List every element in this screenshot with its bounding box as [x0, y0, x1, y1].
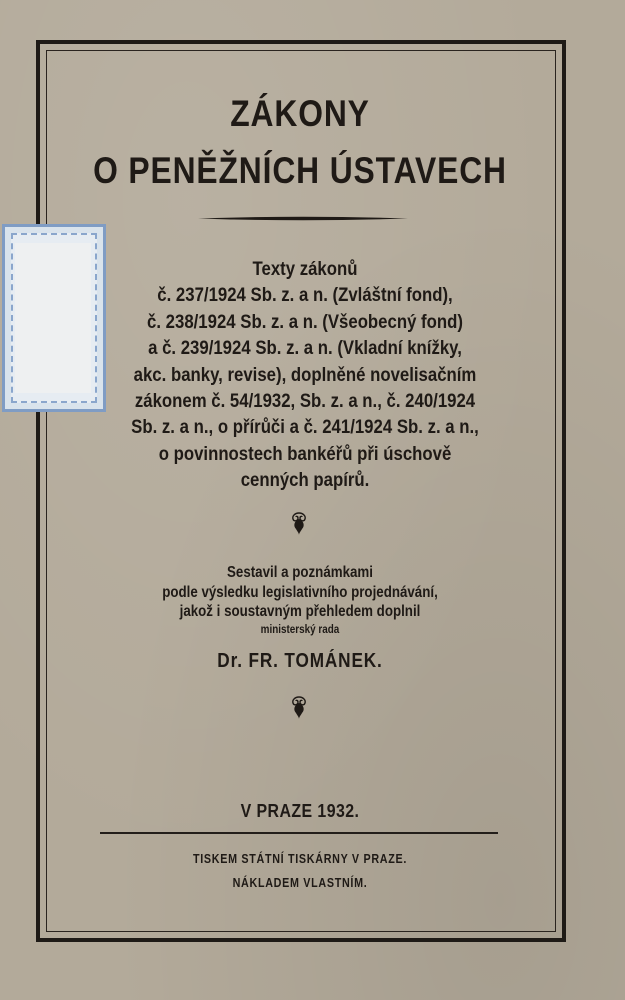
imprint-divider-rule [100, 832, 498, 834]
fleuron-icon [286, 510, 312, 536]
description-line: Texty zákonů [252, 258, 358, 280]
author-name: Dr. FR. TOMÁNEK. [217, 650, 383, 672]
description-line: cenných papírů. [240, 469, 370, 492]
place-and-year: V PRAZE 1932. [240, 800, 360, 821]
credit-line: podle výsledku legislativního projednávání, [162, 583, 438, 601]
title-divider-rule [198, 216, 408, 221]
printer-imprint [94, 847, 507, 895]
description-line: o povinnostech bankéřů při úschově [158, 442, 452, 465]
title-line-2: O PENĚŽNÍCH ÚSTAVECH [93, 150, 507, 191]
description-line: zákonem č. 54/1932, Sb. z. a n., č. 240/1924 [134, 390, 476, 413]
credit-rank: ministerský rada [260, 623, 340, 636]
description-line: č. 238/1924 Sb. z. a n. (Všeobecný fond) [147, 310, 463, 333]
fleuron-icon [286, 694, 312, 720]
description-line: Sb. z. a n., o přírůči a č. 241/1924 Sb. z. a n., [131, 416, 479, 439]
description-line: a č. 239/1924 Sb. z. a n. (Vkladní knížky, [148, 337, 462, 360]
credit-line: jakož i soustavným přehledem doplnil [179, 603, 421, 620]
description-line: akc. banky, revise), doplněné novelisačním [133, 363, 477, 386]
library-label-icon [2, 224, 106, 412]
law-description [124, 256, 485, 494]
publisher-line: NÁKLADEM VLASTNÍM. [232, 876, 368, 890]
title-line-1: ZÁKONY [230, 93, 370, 134]
description-line: č. 237/1924 Sb. z. a n. (Zvláštní fond), [157, 284, 453, 307]
printer-line: TISKEM STÁTNÍ TISKÁRNY V PRAZE. [192, 852, 408, 866]
credit-line: Sestavil a poznámkami [227, 564, 373, 581]
compiler-credit [94, 563, 507, 639]
label-blank-area [15, 243, 91, 393]
